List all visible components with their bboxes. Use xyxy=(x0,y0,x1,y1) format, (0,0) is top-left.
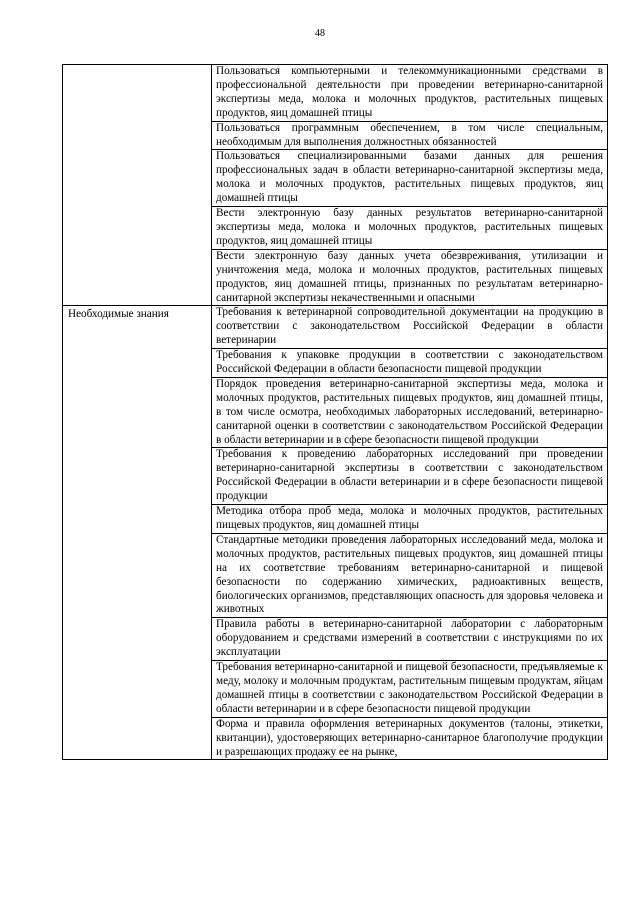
list-item: Правила работы в ветеринарно-санитарной лаборатории с лабораторным оборудованием и средствами измерений в соответствии с инструкциями по их эксплуатации xyxy=(212,618,607,661)
list-item: Вести электронную базу данных учета обезвреживания, утилизации и уничтожения меда, молока и молочных продуктов, растительных пищевых продуктов, яиц домашней птицы, признанных по результатам ветеринарно-санитарной экспертизы некачественными и опасными xyxy=(216,249,603,304)
list-item: Требования к проведению лабораторных исследований при проведении ветеринарно-санитарной экспертизы в соответствии с законодательством Российской Федерации в области ветеринарии и в сфере безопасности пищевой продукции xyxy=(212,448,607,505)
list-item: Пользоваться программным обеспечением, в том числе специальным, необходимым для выполнения должностных обязанностей xyxy=(212,122,607,151)
list-item: Методика отбора проб меда, молока и молочных продуктов, растительных пищевых продуктов, яиц домашней птицы xyxy=(212,505,607,534)
list-item: Пользоваться компьютерными и телекоммуникационными средствами в профессиональной деятельности при проведении ветеринарно-санитарной экспертизы меда, молока и молочных продуктов, растительных пищевых продуктов, яиц домашней птицы xyxy=(212,65,607,122)
list-item: Порядок проведения ветеринарно-санитарной экспертизы меда, молока и молочных продуктов, растительных пищевых продуктов, яиц домашней птицы, в том числе осмотра, необходимых лабораторных исследований, ветеринарно-санитарной оценки в соответствии с законодательством Российской Федерации в области ветеринарии и в сфере безопасности пищевой продукции xyxy=(212,378,607,449)
list-item: Требования ветеринарно-санитарной и пищевой безопасности, предъявляемые к меду, молоку и молочным продуктам, растительным пищевым продуктам, яйцам домашней птицы в соответствии с законодательством Российской Федерации в области ветеринарии и в сфере безопасности пищевой продукции xyxy=(212,661,607,718)
knowledge-cell xyxy=(212,306,608,760)
skills-cell xyxy=(212,65,608,306)
table-row-knowledge xyxy=(63,306,608,760)
list-item: Форма и правила оформления ветеринарных документов (талоны, этикетки, квитанции), удостоверяющих ветеринарно-санитарное благополучие продукции и разрешающих продажу ее на рынке, xyxy=(216,717,603,758)
table-row-skills xyxy=(63,65,608,306)
list-item: Требования к упаковке продукции в соответствии с законодательством Российской Федерации в области безопасности пищевой продукции xyxy=(212,349,607,378)
list-item: Пользоваться специализированными базами данных для решения профессиональных задач в области ветеринарно-санитарной экспертизы меда, молока и молочных продуктов, растительных пищевых продуктов, яиц домашней птицы xyxy=(212,150,607,207)
list-item: Требования к ветеринарной сопроводительной документации на продукцию в соответствии с законодательством Российской Федерации в области ветеринарии xyxy=(212,306,607,349)
competency-table xyxy=(62,64,608,760)
list-item: Вести электронную базу данных результатов ветеринарно-санитарной экспертизы меда, молока и молочных продуктов, растительных пищевых продуктов, яиц домашней птицы xyxy=(212,207,607,250)
page-number: 48 xyxy=(315,28,325,39)
list-item: Стандартные методики проведения лабораторных исследований меда, молока и молочных продуктов, растительных пищевых продуктов, яиц домашней птицы на их соответствие требованиям ветеринарно-санитарной и пищевой безопасности по содержанию химических, радиоактивных веществ, биологических организмов, представляющих опасность для здоровья человека и животных xyxy=(212,534,607,618)
row-label xyxy=(63,65,212,306)
row-label-required-knowledge: Необходимые знания xyxy=(63,306,212,760)
